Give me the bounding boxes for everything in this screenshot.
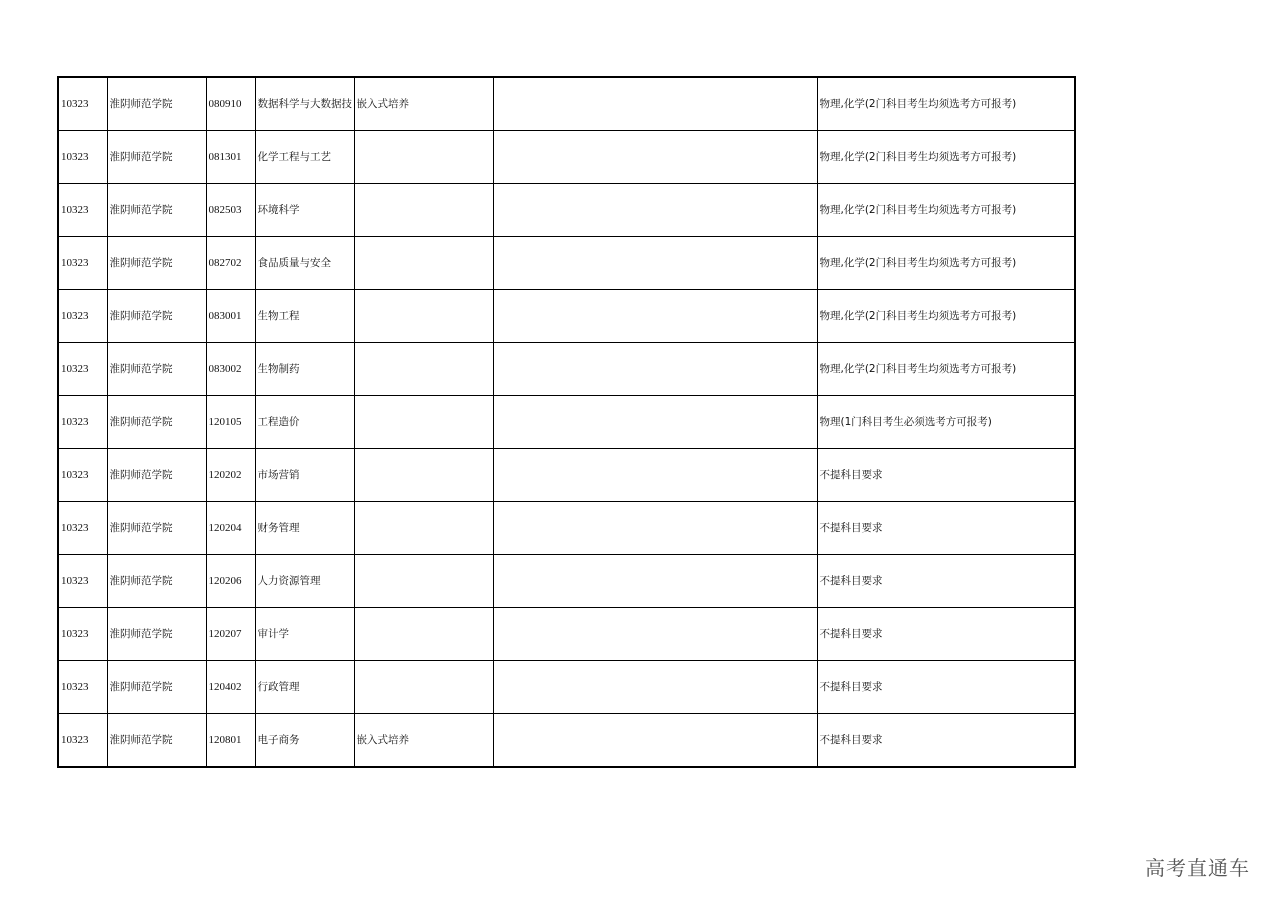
subject-requirement-cell: 物理(1门科目考生必须选考方可报考) <box>817 396 1075 449</box>
school-code-cell: 10323 <box>58 449 107 502</box>
table-row <box>58 714 1075 768</box>
subject-requirement-cell: 不提科目要求 <box>817 608 1075 661</box>
school-code-cell: 10323 <box>58 77 107 131</box>
note-cell <box>493 714 817 768</box>
school-code-cell: 10323 <box>58 502 107 555</box>
major-name-cell: 财务管理 <box>255 502 354 555</box>
remark-cell <box>354 184 493 237</box>
major-name-cell: 环境科学 <box>255 184 354 237</box>
subject-requirement-cell: 物理,化学(2门科目考生均须选考方可报考) <box>817 290 1075 343</box>
school-name-cell: 淮阴师范学院 <box>107 502 206 555</box>
major-name-cell: 化学工程与工艺 <box>255 131 354 184</box>
table-row <box>58 184 1075 237</box>
major-name-cell: 审计学 <box>255 608 354 661</box>
note-cell <box>493 502 817 555</box>
remark-cell <box>354 290 493 343</box>
table-row <box>58 237 1075 290</box>
school-name-cell: 淮阴师范学院 <box>107 396 206 449</box>
major-name-cell: 生物制药 <box>255 343 354 396</box>
major-code-cell: 120206 <box>206 555 255 608</box>
school-name-cell: 淮阴师范学院 <box>107 714 206 768</box>
remark-cell <box>354 608 493 661</box>
admission-requirements-table <box>57 76 1076 768</box>
major-code-cell: 120204 <box>206 502 255 555</box>
table-body <box>58 77 1075 767</box>
subject-requirement-cell: 不提科目要求 <box>817 449 1075 502</box>
subject-requirement-cell: 物理,化学(2门科目考生均须选考方可报考) <box>817 131 1075 184</box>
remark-cell <box>354 131 493 184</box>
school-code-cell: 10323 <box>58 661 107 714</box>
major-name-cell: 电子商务 <box>255 714 354 768</box>
major-name-cell: 行政管理 <box>255 661 354 714</box>
subject-requirement-cell: 物理,化学(2门科目考生均须选考方可报考) <box>817 343 1075 396</box>
major-name-cell: 生物工程 <box>255 290 354 343</box>
school-code-cell: 10323 <box>58 343 107 396</box>
major-code-cell: 120105 <box>206 396 255 449</box>
school-code-cell: 10323 <box>58 237 107 290</box>
remark-cell <box>354 449 493 502</box>
school-name-cell: 淮阴师范学院 <box>107 131 206 184</box>
school-code-cell: 10323 <box>58 714 107 768</box>
subject-requirement-cell: 物理,化学(2门科目考生均须选考方可报考) <box>817 184 1075 237</box>
major-name-cell: 人力资源管理 <box>255 555 354 608</box>
remark-cell <box>354 661 493 714</box>
table-row <box>58 449 1075 502</box>
school-name-cell: 淮阴师范学院 <box>107 555 206 608</box>
table-row <box>58 290 1075 343</box>
school-code-cell: 10323 <box>58 608 107 661</box>
school-name-cell: 淮阴师范学院 <box>107 77 206 131</box>
major-code-cell: 120801 <box>206 714 255 768</box>
major-code-cell: 120202 <box>206 449 255 502</box>
major-name-cell: 食品质量与安全 <box>255 237 354 290</box>
major-code-cell: 120402 <box>206 661 255 714</box>
note-cell <box>493 396 817 449</box>
note-cell <box>493 184 817 237</box>
remark-cell <box>354 502 493 555</box>
school-code-cell: 10323 <box>58 290 107 343</box>
note-cell <box>493 77 817 131</box>
table-row <box>58 502 1075 555</box>
major-code-cell: 080910 <box>206 77 255 131</box>
note-cell <box>493 131 817 184</box>
subject-requirement-cell: 物理,化学(2门科目考生均须选考方可报考) <box>817 77 1075 131</box>
table-row <box>58 396 1075 449</box>
major-code-cell: 083001 <box>206 290 255 343</box>
school-name-cell: 淮阴师范学院 <box>107 608 206 661</box>
remark-cell: 嵌入式培养 <box>354 714 493 768</box>
major-code-cell: 120207 <box>206 608 255 661</box>
table-row <box>58 608 1075 661</box>
school-code-cell: 10323 <box>58 131 107 184</box>
remark-cell <box>354 343 493 396</box>
school-name-cell: 淮阴师范学院 <box>107 237 206 290</box>
note-cell <box>493 290 817 343</box>
note-cell <box>493 449 817 502</box>
note-cell <box>493 555 817 608</box>
remark-cell <box>354 237 493 290</box>
major-code-cell: 082503 <box>206 184 255 237</box>
school-name-cell: 淮阴师范学院 <box>107 343 206 396</box>
school-name-cell: 淮阴师范学院 <box>107 449 206 502</box>
note-cell <box>493 343 817 396</box>
school-code-cell: 10323 <box>58 396 107 449</box>
major-code-cell: 081301 <box>206 131 255 184</box>
table-row <box>58 555 1075 608</box>
subject-requirement-cell: 物理,化学(2门科目考生均须选考方可报考) <box>817 237 1075 290</box>
note-cell <box>493 237 817 290</box>
subject-requirement-cell: 不提科目要求 <box>817 502 1075 555</box>
note-cell <box>493 661 817 714</box>
remark-cell: 嵌入式培养 <box>354 77 493 131</box>
major-name-cell: 数据科学与大数据技 <box>255 77 354 131</box>
subject-requirement-cell: 不提科目要求 <box>817 555 1075 608</box>
school-code-cell: 10323 <box>58 555 107 608</box>
table-row <box>58 77 1075 131</box>
watermark-text: 高考直通车 <box>1145 856 1250 880</box>
school-code-cell: 10323 <box>58 184 107 237</box>
remark-cell <box>354 396 493 449</box>
table-row <box>58 131 1075 184</box>
table-row <box>58 343 1075 396</box>
subject-requirement-cell: 不提科目要求 <box>817 661 1075 714</box>
school-name-cell: 淮阴师范学院 <box>107 661 206 714</box>
school-name-cell: 淮阴师范学院 <box>107 184 206 237</box>
note-cell <box>493 608 817 661</box>
subject-requirement-cell: 不提科目要求 <box>817 714 1075 768</box>
table-row <box>58 661 1075 714</box>
major-code-cell: 083002 <box>206 343 255 396</box>
major-name-cell: 市场营销 <box>255 449 354 502</box>
remark-cell <box>354 555 493 608</box>
major-name-cell: 工程造价 <box>255 396 354 449</box>
school-name-cell: 淮阴师范学院 <box>107 290 206 343</box>
major-code-cell: 082702 <box>206 237 255 290</box>
